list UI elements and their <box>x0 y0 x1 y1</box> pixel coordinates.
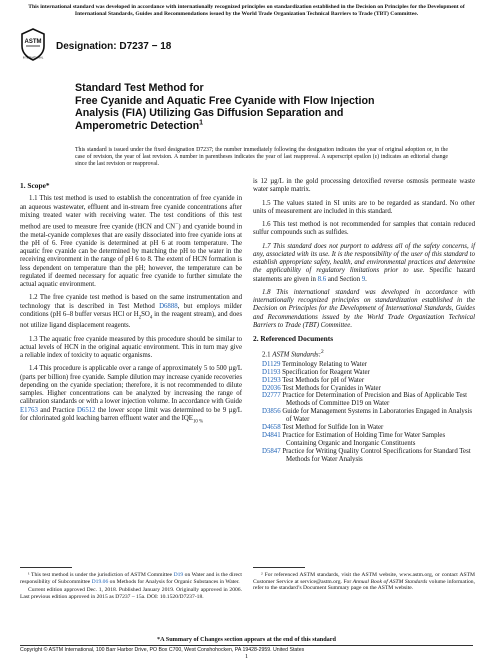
title-line-2: Free Cyanide and Aquatic Free Cyanide with Flow Injection <box>75 94 375 107</box>
copyright-line: Copyright © ASTM International, 100 Barr Harbor Drive, PO Box C700, West Conshohocken, PA 19428-2959. United States <box>20 647 305 653</box>
page-number: 1 <box>244 653 249 660</box>
ref-link-d6512[interactable]: D6512 <box>76 406 96 414</box>
footer-rule <box>20 645 473 646</box>
ref-link-d19-06[interactable]: D19.06 <box>91 578 109 585</box>
reference-item: D5847 Practice for Writing Quality Control Specifications for Standard Test Methods for Water Analysis <box>262 447 471 463</box>
footnote-1-edition: Current edition approved Dec. 1, 2018. Published January 2019. Originally approved in 2006. Last previous edition approved in 2015 as D7237 – 15a. DOI: 10.1520/D7237-18. <box>20 587 242 601</box>
reference-code-link[interactable]: D4841 <box>262 431 281 439</box>
designation <box>56 41 171 52</box>
scope-1-2: 1.2 The free cyanide test method is based on the same instrumentation and technology that is described in Test Method D6888, but employs milder conditions (pH 6–8 buffer versus HCl or $H_2SO_4$ in the reagent stream), and does not utilize ligand displacement reagents. <box>20 294 242 330</box>
reference-item: D1193 Specification for Reagent Water <box>262 368 370 376</box>
document-title <box>75 82 445 132</box>
footnote-1: ¹ This test method is under the jurisdiction of ASTM Committee D19 on Water and is the direct responsibility of Subcommittee D19.06 on Methods for Analysis for Organic Substances in Water. Current edition approved Dec. 1, 2018. Published January 2019. Originally approved in 2006. Last previous edition approved in 2015 as D7237 – 15a. DOI: 10.1520/D7237-18. <box>20 572 242 601</box>
ref-link-section-9[interactable]: 9 <box>361 275 366 283</box>
reference-code-link[interactable]: D1193 <box>262 368 281 376</box>
reference-item: D2036 Test Methods for Cyanides in Water <box>262 384 381 392</box>
left-column <box>20 178 242 432</box>
summary-of-changes-note: *A Summary of Changes section appears at the end of this standard <box>157 636 336 643</box>
reference-code-link[interactable]: D5847 <box>262 447 281 455</box>
ref-link-e1763[interactable]: E1763 <box>20 406 38 414</box>
reference-code-link[interactable]: D1129 <box>262 360 281 368</box>
astm-logo <box>20 28 46 62</box>
reference-item: D3856 Guide for Management Systems in Laboratories Engaged in Analysis of Water <box>262 408 473 424</box>
reference-code-link[interactable]: D1293 <box>262 376 281 384</box>
scope-1-5: 1.5 The values stated in SI units are to be regarded as standard. No other units of measurement are included in this standard. <box>253 199 475 215</box>
issued-note: This standard is issued under the fixed designation D7237; the number immediately following the designation indicates the year of original adoption or, in the case of revision, the year of last revision. A number in parentheses indicates the year of last reapproval. A superscript epsilon (ε) indicates an editorial change since the last revision or reapproval. <box>75 147 448 168</box>
scope-1-4-continued: is 12 µg/L in the gold processing detoxified reverse osmosis permeate waste water sample matrix. <box>253 178 475 194</box>
ref-link-8-6[interactable]: 8.6 <box>317 275 327 283</box>
reference-item: D1293 Test Methods for pH of Water <box>262 376 365 384</box>
scope-1-8: 1.8 This international standard was developed in accordance with internationally recognized principles on standardization established in the Decision on Principles for the Development of International Standards, Guides and Recommendations issued by the World Trade Organization Technical Barriers to Trade (TBT) Committee. <box>253 288 475 329</box>
reference-code-link[interactable]: D2777 <box>262 392 281 400</box>
right-column <box>253 178 475 464</box>
svg-text:ASTM: ASTM <box>24 39 42 45</box>
ref-link-d19[interactable]: D19 <box>173 572 184 578</box>
scope-1-6: 1.6 This test method is not recommended for samples that contain reduced sulfur compounds such as sulfides. <box>253 221 475 237</box>
scope-1-1: 1.1 This test method is used to establish the concentration of free cyanide in an aqueous wastewater, effluent and in-stream free cyanide concentrations after mixing treated water with receiving water. The test conditions of this test method are used to measure free cyanide (HCN and CN−) and cyanide bound in the metal-cyanide complexes that are easily dissociated into free cyanide ions at the pH of 6. Free cyanide is determined at pH 6 at room temperature. The aquatic free cyanide can be determined by matching the pH to the water in the receiving environment in the range of pH 6 to 8. The extent of HCN formation is less dependent on temperature than the pH; however, the temperature can be regulated if deemed necessary for aquatic free cyanide to further simulate the actual aquatic environment. <box>20 195 243 289</box>
designation-code: D7237 − 18 <box>119 41 172 52</box>
reference-item: D4658 Test Method for Sulfide Ion in Water <box>262 424 384 432</box>
astm-standards-subheading: 2.1 ASTM Standards:$^2$ <box>262 349 324 359</box>
reference-code-link[interactable]: D3856 <box>262 408 281 416</box>
reference-item: D2777 Practice for Determination of Precision and Bias of Applicable Test Methods of Committee D19 on Water <box>262 392 468 408</box>
scope-1-3: 1.3 The aquatic free cyanide measured by this procedure should be similar to actual levels of HCN in the original aquatic environment. This in turn may give a reliable index of toxicity to aquatic organisms. <box>20 335 242 360</box>
title-line-3: Analysis (FIA) Utilizing Gas Diffusion Separation and <box>75 107 344 120</box>
scope-heading: 1. Scope* <box>20 181 50 190</box>
title-line-4: Amperometric Detection$^1$ <box>75 119 204 132</box>
footnote-divider-left <box>20 567 72 568</box>
title-line-1: Standard Test Method for <box>75 82 204 94</box>
reference-code-link[interactable]: D2036 <box>262 384 281 392</box>
reference-item: D4841 Practice for Estimation of Holding Time for Water Samples Containing Organic and Inorganic Constituents <box>262 431 446 447</box>
scope-1-4: 1.4 This procedure is applicable over a range of approximately 5 to 500 µg/L (parts per billion) free cyanide. Sample dilution may increase cyanide recoveries depending on the cyanide speciation; therefore, it is not recommended to dilute samples. Higher concentrations can be analyzed by increasing the range of calibration standards or with a lower injection volume. In accordance with Guide E1763 and Practice D6512 the lower scope limit was determined to be 9 µg/L for chlorinated gold leaching barren effluent water and the $IQE_{10 \%}$ <box>20 365 242 425</box>
reference-item: D1129 Terminology Relating to Water <box>262 360 367 368</box>
designation-label: Designation: <box>56 41 117 52</box>
references-heading: 2. Referenced Documents <box>253 334 334 343</box>
scope-1-7: 1.7 This standard does not purport to address all of the safety concerns, if any, associated with its use. It is the responsibility of the user of this standard to establish appropriate safety, health, and environmental practices and determine the applicability of regulatory limitations prior to use. Specific hazard statements are given in 8.6 and Section 9. <box>253 242 475 283</box>
title-footnote-mark: 1 <box>199 119 204 127</box>
svg-text:INTERNATIONAL: INTERNATIONAL <box>22 56 44 60</box>
ref-link-d6888[interactable]: D6888 <box>159 302 178 310</box>
reference-code-link[interactable]: D4658 <box>262 424 281 432</box>
footnote-2: ² For referenced ASTM standards, visit the ASTM website, www.astm.org, or contact ASTM Customer Service at service@astm.org. For Annual Book of ASTM Standards volume information, refer to the standard’s Document Summary page on the ASTM website. <box>253 572 475 592</box>
footnote-divider-right <box>253 567 305 568</box>
tbt-notice: This international standard was developed in accordance with internationally recognized principles on standardization established in the Decision on Principles for the Development of International Standards, Guides and Recommendations issued by the World Trade Organization Technical Barriers to Trade (TBT) Committee. <box>28 4 465 17</box>
